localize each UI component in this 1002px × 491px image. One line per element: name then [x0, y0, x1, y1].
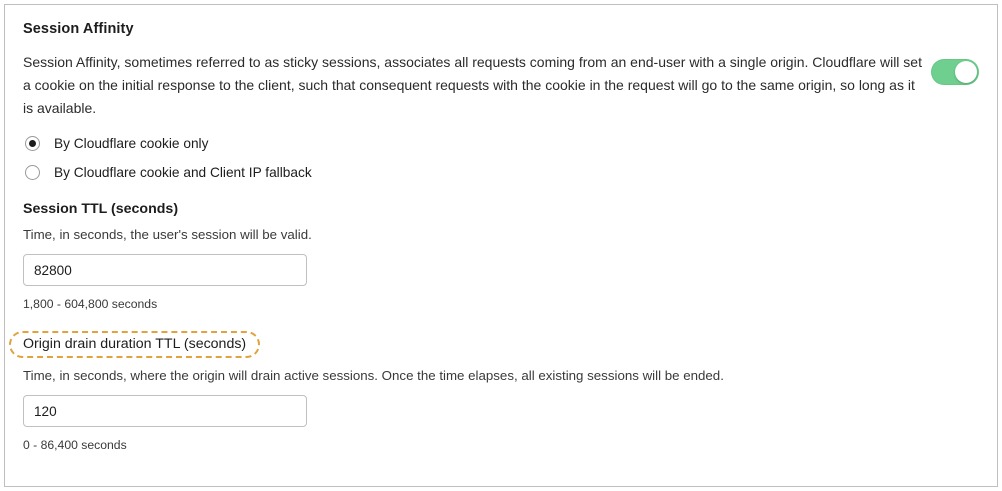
radio-option-label: By Cloudflare cookie and Client IP fallback: [54, 165, 312, 180]
origin-drain-ttl-help: Time, in seconds, where the origin will drain active sessions. Once the time elapses, all existing sessions will be ended.: [23, 368, 724, 383]
origin-drain-ttl-field-block: [23, 331, 979, 452]
origin-drain-ttl-input[interactable]: [23, 395, 307, 427]
session-affinity-description: Session Affinity, sometimes referred to as sticky sessions, associates all requests coming from an end-user with a single origin. Cloudflare will set a cookie on the initial response to the client, such that consequent requests with the cookie in the request will go to the same origin, so long as it is available.: [23, 54, 922, 116]
radio-option-cookie-only[interactable]: [23, 136, 208, 151]
session-ttl-field-block: [23, 200, 979, 311]
session-ttl-input[interactable]: [23, 254, 307, 286]
toggle-knob: [955, 61, 977, 83]
page-title: Session Affinity: [23, 21, 134, 37]
origin-drain-ttl-label: Origin drain duration TTL (seconds): [9, 331, 260, 358]
radio-option-cookie-and-ip-fallback[interactable]: [23, 165, 312, 180]
radio-icon[interactable]: [25, 136, 40, 151]
session-ttl-label: Session TTL (seconds): [23, 201, 179, 217]
radio-icon[interactable]: [25, 165, 40, 180]
session-affinity-toggle[interactable]: [931, 59, 979, 85]
session-ttl-help: Time, in seconds, the user's session will be valid.: [23, 227, 312, 242]
origin-drain-ttl-range-hint: 0 - 86,400 seconds: [23, 438, 127, 452]
session-ttl-range-hint: 1,800 - 604,800 seconds: [23, 297, 158, 311]
session-affinity-panel: [4, 4, 998, 487]
radio-option-label: By Cloudflare cookie only: [54, 136, 209, 151]
panel-inner: [5, 5, 997, 486]
